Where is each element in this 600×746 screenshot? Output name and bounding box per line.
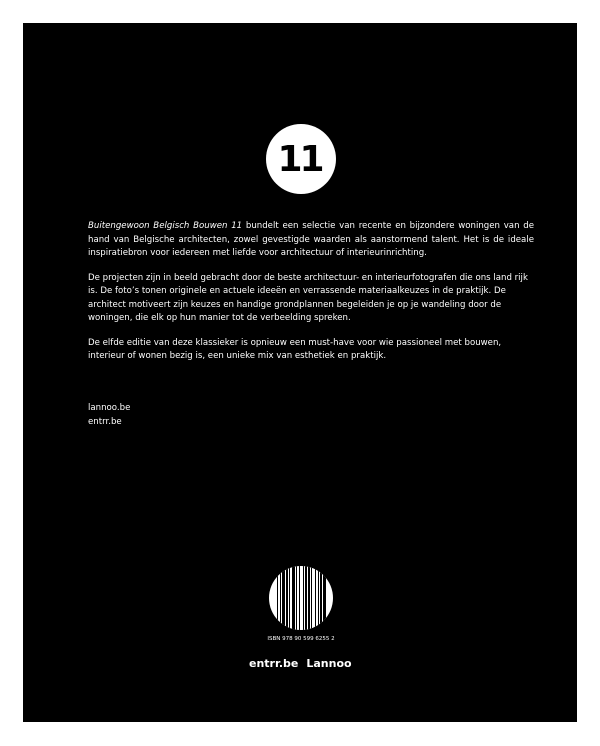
barcode-bar bbox=[318, 566, 319, 630]
barcode-bar bbox=[311, 566, 312, 630]
isbn-label: ISBN 978 90 599 6255 2 bbox=[267, 636, 335, 642]
back-cover bbox=[23, 23, 577, 722]
barcode-bar bbox=[280, 566, 281, 630]
edition-number: 11 bbox=[277, 138, 322, 180]
entrr-logo: entrr.be bbox=[249, 657, 299, 670]
barcode-bar bbox=[292, 566, 295, 630]
website-links bbox=[88, 402, 130, 429]
publisher-logos bbox=[249, 657, 352, 670]
barcode-bar bbox=[299, 566, 300, 630]
paragraph-edition: De elfde editie van deze klassieker is opnieuw een must-have voor wie passioneel met bouwen, interieur of wonen bezig is, een unieke mix van esthetiek en praktijk. bbox=[88, 337, 502, 361]
book-title: Buitengewoon Belgisch Bouwen 11 bbox=[88, 221, 243, 231]
edition-number-badge bbox=[266, 124, 336, 194]
barcode-bar bbox=[305, 566, 307, 630]
barcode-bar bbox=[323, 566, 324, 630]
barcode-bar bbox=[296, 566, 297, 630]
link-entrr[interactable]: entrr.be bbox=[88, 416, 122, 427]
barcode-bar bbox=[282, 566, 285, 630]
blurb-text bbox=[88, 220, 534, 375]
barcode-bar bbox=[277, 566, 278, 630]
intro-text: bundelt een selectie van recente en bijzondere woningen van de hand van Belgische architecten, zowel gevestigde waarden als aanstormend talent. Het is de ideale inspiratiebron voor iedereen met liefde voor architectuur of interieurinrichting. bbox=[88, 221, 534, 258]
barcode-bar bbox=[308, 566, 310, 630]
barcode-icon bbox=[269, 566, 333, 630]
link-lannoo[interactable]: lannoo.be bbox=[88, 403, 131, 413]
barcode-bar bbox=[303, 566, 304, 630]
lannoo-logo: Lannoo bbox=[306, 657, 352, 670]
paragraph-intro bbox=[88, 220, 534, 261]
barcode-bar bbox=[286, 566, 288, 630]
barcode-bar bbox=[289, 566, 290, 630]
barcode-bar bbox=[320, 566, 322, 630]
paragraph-photos: De projecten zijn in beeld gebracht door de beste architectuur- en interieurfotografen die ons land rijk is. De foto’s tonen originele en actuele ideeën en verrassende materiaalkeuzes in de praktijk. De architect motiveert zijn keuzes en handige grondplannen begeleiden je op je wandeling door de woningen, die elk op hun manier tot de verbeelding spreken. bbox=[88, 272, 528, 323]
barcode-bar bbox=[315, 566, 316, 630]
barcode-bar bbox=[324, 566, 326, 630]
